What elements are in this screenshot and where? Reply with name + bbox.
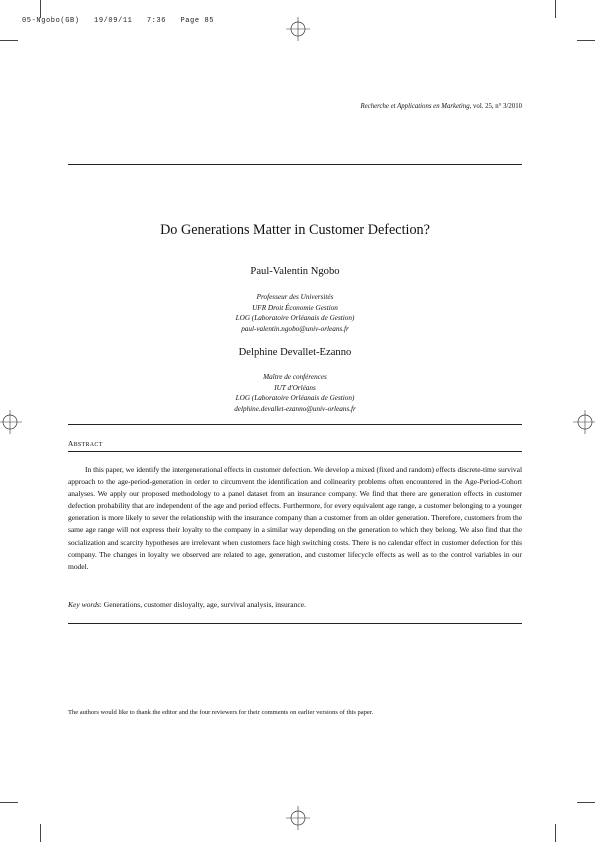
crop-mark-top-right-v <box>555 0 556 18</box>
crop-mark-top-left-h <box>0 40 18 41</box>
crop-mark-top-left-v <box>40 0 41 18</box>
acknowledgement-footnote: The authors would like to thank the editor and the four reviewers for their comments on earlier versions of this paper. <box>68 709 374 716</box>
paper-title: Do Generations Matter in Customer Defection? <box>160 222 430 238</box>
registration-mark-top-icon <box>286 17 310 41</box>
crop-mark-bottom-right-h <box>577 802 595 803</box>
registration-mark-right-icon <box>573 410 595 434</box>
abstract-heading <box>68 439 103 448</box>
journal-reference <box>361 103 522 110</box>
journal-volume: vol. 25, n° 3/2010 <box>473 103 522 110</box>
abstract-heading-rule <box>68 451 522 452</box>
registration-mark-bottom-icon <box>286 806 310 830</box>
affiliation-line: Professeur des Universités <box>256 293 334 301</box>
registration-mark-left-icon <box>0 410 22 434</box>
author-name-2: Delphine Devallet-Ezanno <box>238 347 352 358</box>
affiliation-line: IUT d'Orléans <box>274 383 316 392</box>
print-slug-time: 7:36 <box>146 17 167 25</box>
abstract-heading-rest: BSTRACT <box>73 442 103 448</box>
keywords-label: Key words <box>68 600 100 609</box>
author-name-1: Paul-Valentin Ngobo <box>250 266 340 277</box>
abstract-heading-initial: A <box>68 439 74 448</box>
affiliation-line: LOG (Laboratoire Orléanais de Gestion) <box>235 314 355 323</box>
crop-mark-bottom-left-v <box>40 824 41 842</box>
affiliation-line: UFR Droit Économie Gestion <box>252 303 338 312</box>
abstract-body: In this paper, we identify the intergenerational effects in customer defection. We develop a mixed (fixed and random) effects discrete-time survival approach to the age-period-generation in order to circumvent the identification and colinearity problems often encountered in the Age-Period-Cohort analyses. We apply our proposed methodology to a panel dataset from an insurance company. We find that there are generation effects in customer defection probability that are independent of the age and period effects. Furthermore, for every equivalent age range, a customer belonging to a younger generation is more likely to sever the relationship with the insurance company than a customer from an older generation. Therefore, customers from the same age range will not express their loyalty to the company in a similar way depending on the generation to which they belong. We also find that the socialization and scarcity hypotheses are irrelevant when customers face high switching costs. There is no calendar effect in customer defection for this company. The changes in loyalty we observed are related to age, generation, and customer lifecycle effects as well as to the control variables in our model. <box>68 465 522 571</box>
header-rule <box>68 164 522 165</box>
author-affiliation-1 <box>68 292 522 334</box>
author-email: paul-valentin.ngobo@univ-orleans.fr <box>241 324 349 333</box>
keywords <box>68 599 522 611</box>
crop-mark-bottom-right-v <box>555 824 556 842</box>
affiliation-line: Maître de conférences <box>263 373 327 381</box>
author-affiliation-2 <box>68 372 522 414</box>
author-email: delphine.devallet-ezanno@univ-orleans.fr <box>234 404 356 413</box>
print-slug-page: Page 85 <box>180 17 215 25</box>
abstract-bottom-rule <box>68 623 522 624</box>
journal-name: Recherche et Applications en Marketing, <box>360 103 472 110</box>
affiliation-line: LOG (Laboratoire Orléanais de Gestion) <box>235 394 355 403</box>
keywords-text: : Generations, customer disloyalty, age, survival analysis, insurance. <box>99 600 306 609</box>
print-slug <box>22 17 214 25</box>
print-slug-date: 19/09/11 <box>94 17 133 25</box>
print-slug-file: 05-Ngobo(GB) <box>22 17 80 25</box>
crop-mark-bottom-left-h <box>0 802 18 803</box>
crop-mark-top-right-h <box>577 40 595 41</box>
abstract-top-rule <box>68 424 522 425</box>
